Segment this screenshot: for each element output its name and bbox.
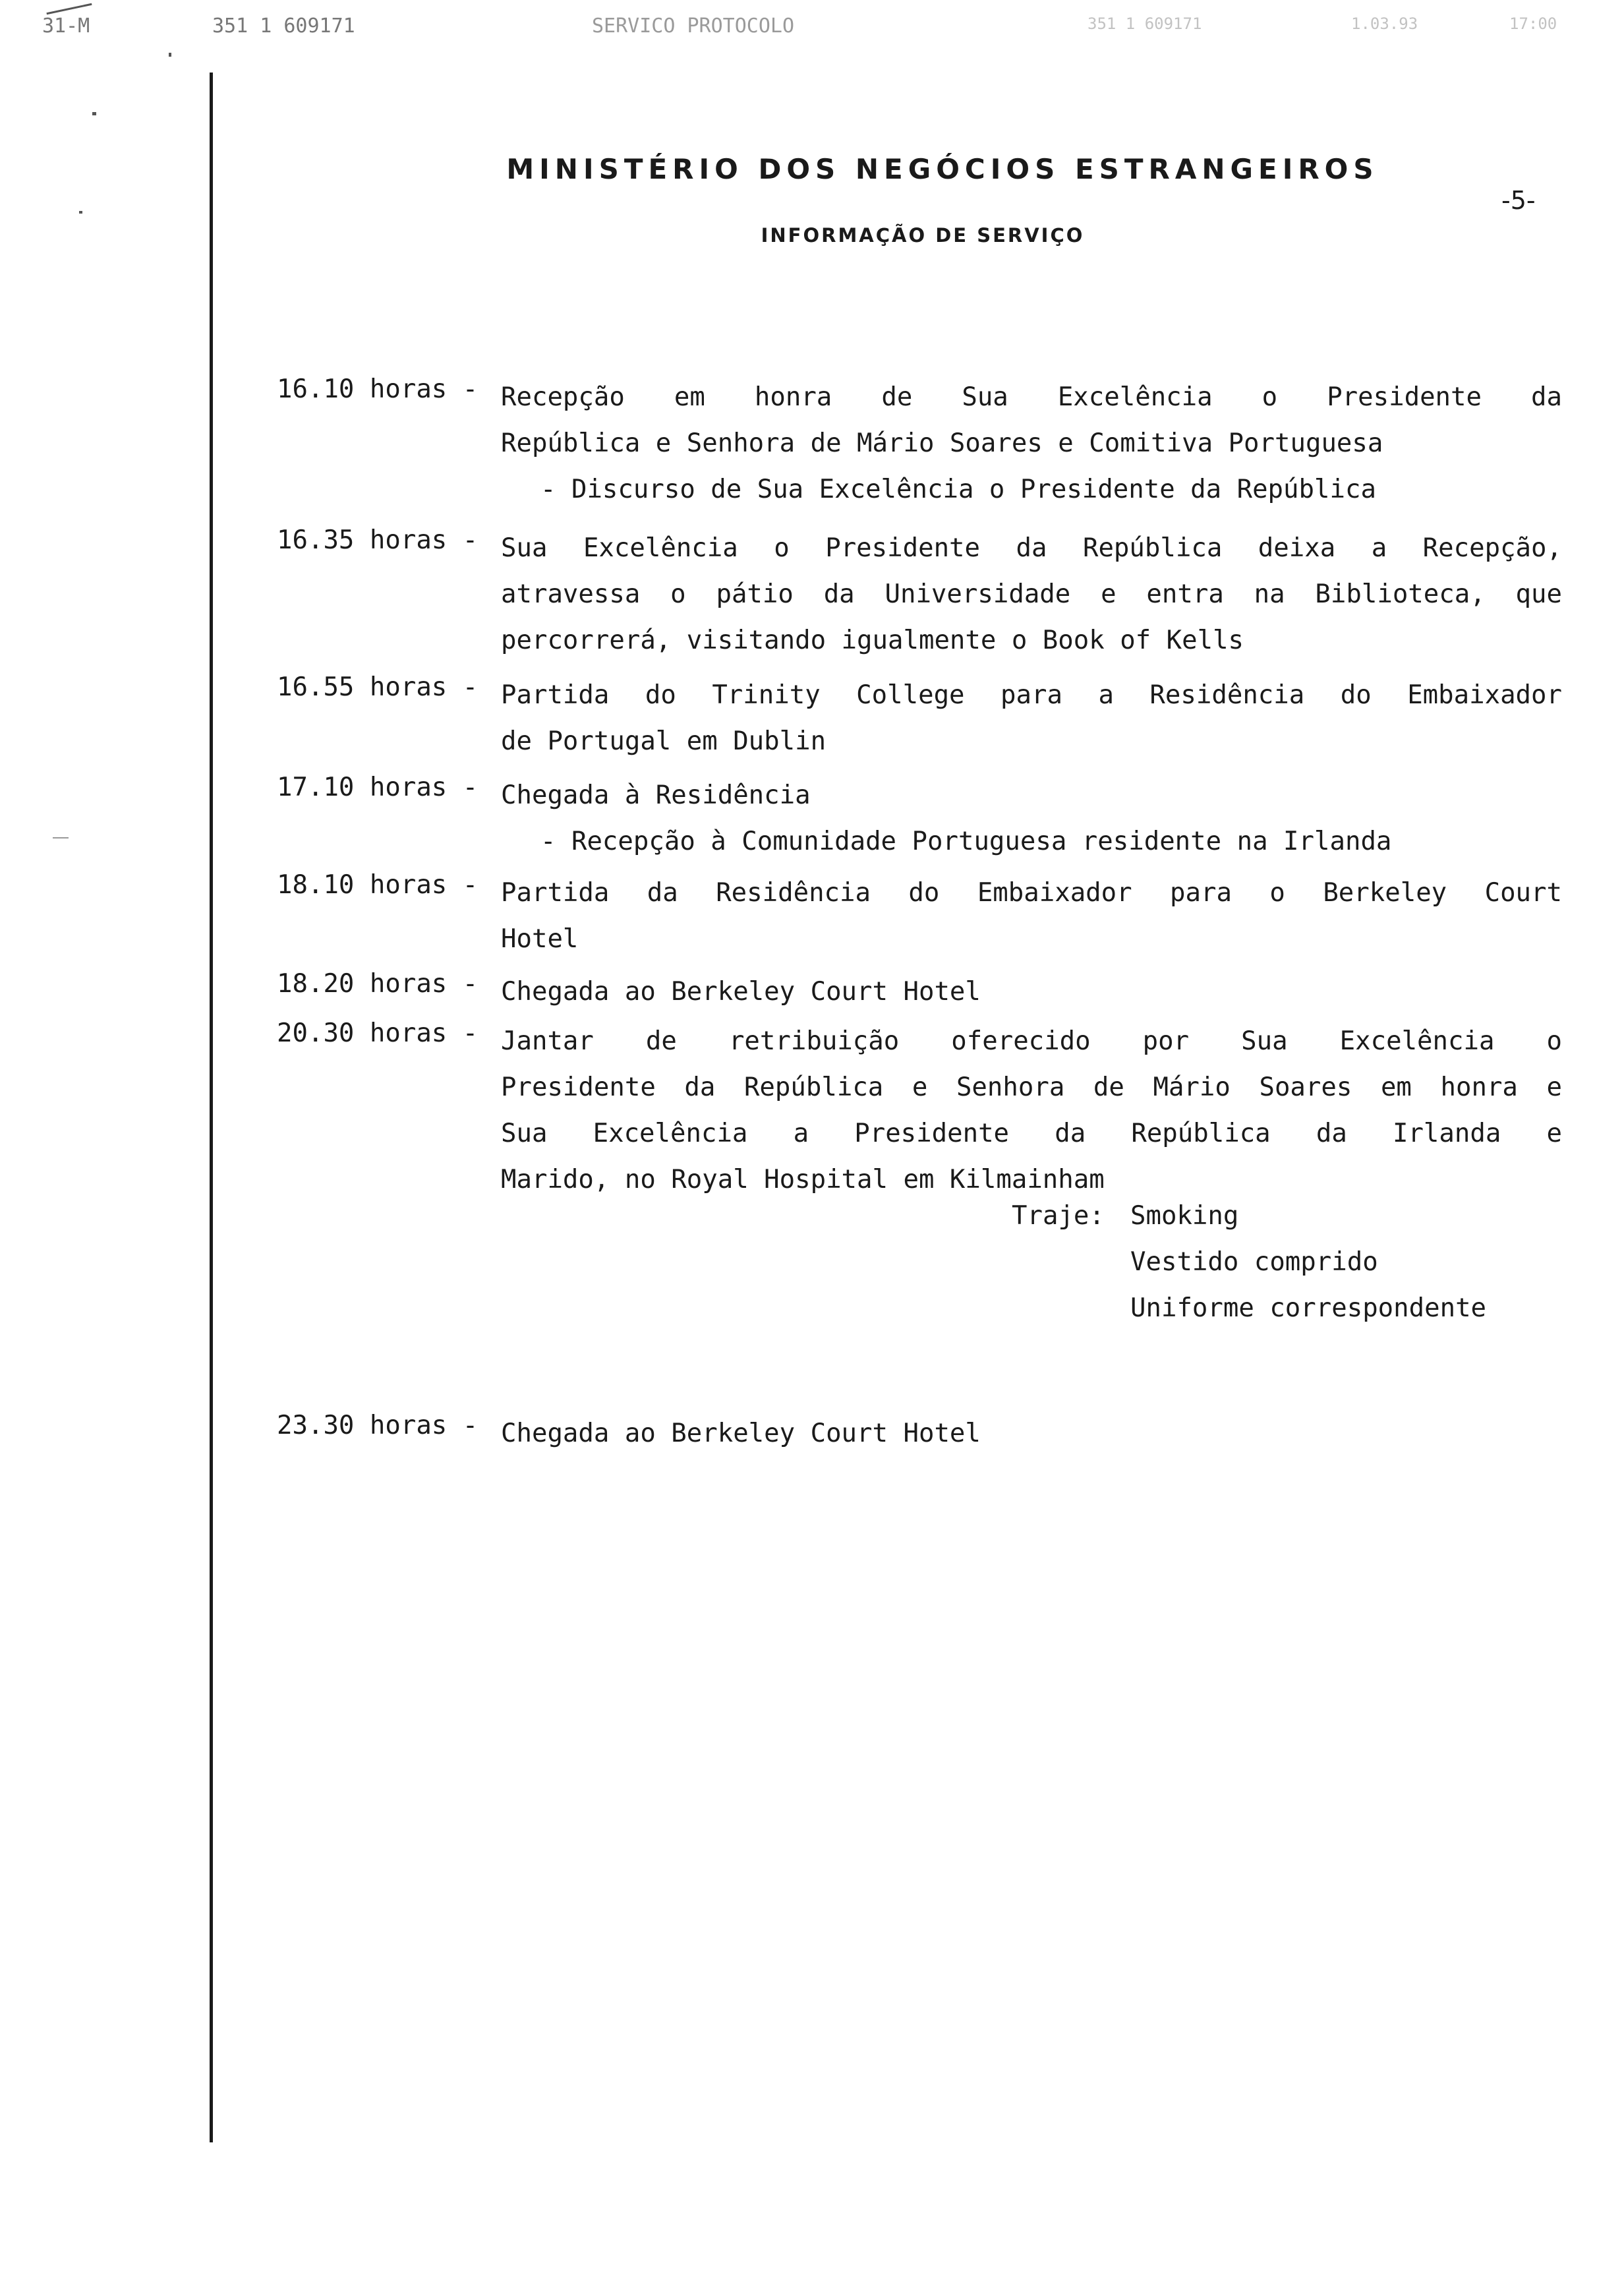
scan-speck (92, 112, 96, 115)
entry-time: 18.10 horas - (277, 870, 478, 900)
dress-code-label: Traje: (1012, 1201, 1105, 1231)
fax-faded-time: 17:00 (1509, 15, 1557, 33)
entry-time: 16.35 horas - (277, 525, 478, 555)
fax-faded-number: 351 1 609171 (1088, 15, 1202, 33)
fax-number: 351 1 609171 (212, 15, 355, 38)
entry-line: Chegada à Residência (501, 780, 811, 810)
entry-line: percorrerá, visitando igualmente o Book of Kells (501, 626, 1244, 655)
entry-description (501, 1018, 1562, 1203)
entry-description (501, 1411, 1562, 1457)
scan-speck (169, 53, 171, 57)
entry-line: - Discurso de Sua Excelência o Presidente da República (540, 475, 1376, 504)
scan-speck (79, 211, 82, 214)
entry-line: de Portugal em Dublin (501, 726, 826, 756)
fax-header (0, 9, 1624, 42)
entry-time: 16.55 horas - (277, 672, 478, 702)
entry-time: 23.30 horas - (277, 1411, 478, 1440)
page-subtitle: INFORMAÇÃO DE SERVIÇO (761, 224, 1085, 247)
entry-line: República e Senhora de Mário Soares e Comitiva Portuguesa (501, 428, 1383, 458)
fax-faded-date: 1.03.93 (1351, 15, 1418, 33)
entry-line: Partida da Residência do Embaixador para o Berkeley Court (501, 878, 1562, 908)
entry-line: Presidente da República e Senhora de Mário Soares em honra e (501, 1073, 1562, 1102)
entry-line: Chegada ao Berkeley Court Hotel (501, 977, 981, 1007)
entry-line: Marido, no Royal Hospital em Kilmainham (501, 1165, 1105, 1194)
entry-description (501, 672, 1562, 765)
entry-time: 16.10 horas - (277, 374, 478, 404)
entry-time: 18.20 horas - (277, 969, 478, 999)
entry-description (501, 525, 1562, 664)
entry-line: Recepção em honra de Sua Excelência o Presidente da (501, 382, 1562, 412)
entry-description (501, 870, 1562, 962)
fax-service: SERVICO PROTOCOLO (592, 15, 795, 38)
entry-description (501, 374, 1562, 513)
dress-code-option: Smoking (1130, 1201, 1239, 1231)
dress-code-option: Uniforme correspondente (1130, 1293, 1487, 1323)
entry-line: atravessa o pátio da Universidade e entra na Biblioteca, que (501, 579, 1562, 609)
entry-description (501, 773, 1562, 865)
dress-code-option: Vestido comprido (1130, 1247, 1378, 1277)
page-number: -5- (1501, 186, 1536, 215)
entry-description (501, 969, 1562, 1015)
entry-line: Partida do Trinity College para a Residência do Embaixador (501, 680, 1562, 710)
dress-code-row (1012, 1239, 1486, 1285)
fax-mark: 31-M (42, 15, 90, 38)
dress-code (1012, 1193, 1486, 1332)
entry-line: Chegada ao Berkeley Court Hotel (501, 1419, 981, 1448)
scan-speck (53, 837, 69, 838)
page-title: MINISTÉRIO DOS NEGÓCIOS ESTRANGEIROS (506, 153, 1379, 185)
entry-line: Sua Excelência o Presidente da República deixa a Recepção, (501, 533, 1562, 563)
dress-code-row (1012, 1193, 1486, 1239)
margin-rule (210, 73, 213, 2142)
entry-line: - Recepção à Comunidade Portuguesa residente na Irlanda (540, 827, 1392, 856)
entry-line: Hotel (501, 924, 579, 954)
dress-code-row (1012, 1285, 1486, 1332)
entry-line: Sua Excelência a Presidente da República da Irlanda e (501, 1119, 1562, 1148)
entry-time: 17.10 horas - (277, 773, 478, 802)
entry-time: 20.30 horas - (277, 1018, 478, 1048)
entry-line: Jantar de retribuição oferecido por Sua Excelência o (501, 1026, 1562, 1056)
